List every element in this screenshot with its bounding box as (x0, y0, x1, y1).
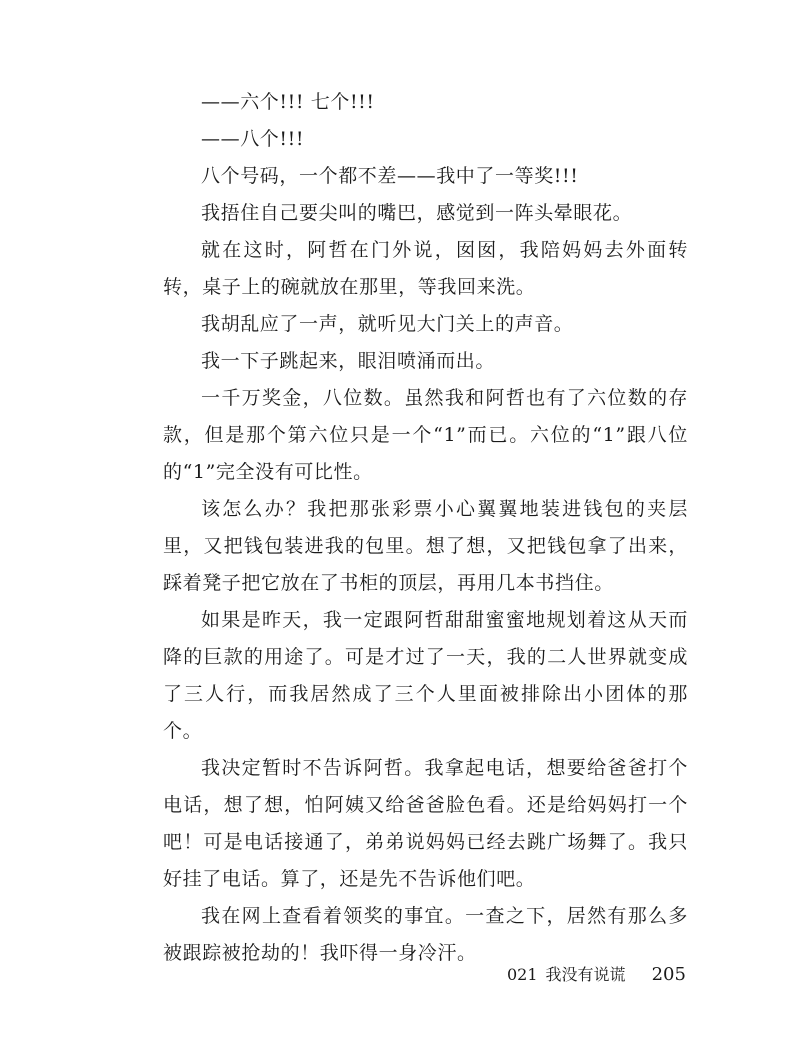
chapter-title: 我没有说谎 (545, 965, 626, 984)
chapter-number: 021 (507, 965, 538, 984)
paragraph: 我决定暂时不告诉阿哲。我拿起电话，想要给爸爸打个电话，想了想，怕阿姨又给爸爸脸色看。还是给妈妈打一个吧！可是电话接通了，弟弟说妈妈已经去跳广场舞了。我只好挂了电话。算了，还是先不告诉他们吧。 (163, 757, 688, 890)
paragraph: 我一下子跳起来，眼泪喷涌而出。 (201, 350, 496, 372)
paragraph: 如果是昨天，我一定跟阿哲甜甜蜜蜜地规划着这从天而降的巨款的用途了。可是才过了一天，我的二人世界就变成了三人行，而我居然成了三个人里面被排除出小团体的那个。 (163, 609, 688, 742)
paragraph: 一千万奖金，八位数。虽然我和阿哲也有了六位数的存款，但是那个第六位只是一个“1”而已。六位的“1”跟八位的“1”完全没有可比性。 (163, 387, 688, 483)
paragraph: ——六个!!! 七个!!! (201, 91, 375, 113)
body-text (163, 84, 688, 972)
paragraph: 我在网上查看着领奖的事宜。一查之下，居然有那么多被跟踪被抢劫的！我吓得一身冷汗。 (163, 905, 688, 964)
page-footer (507, 962, 707, 992)
paragraph: ——八个!!! (201, 128, 305, 150)
paragraph: 我胡乱应了一声，就听见大门关上的声音。 (201, 313, 574, 335)
paragraph: 八个号码，一个都不差——我中了一等奖!!! (201, 165, 579, 187)
paragraph: 就在这时，阿哲在门外说，囡囡，我陪妈妈去外面转转，桌子上的碗就放在那里，等我回来洗。 (163, 239, 688, 298)
page-number: 205 (651, 964, 686, 985)
paragraph: 该怎么办？我把那张彩票小心翼翼地装进钱包的夹层里，又把钱包装进我的包里。想了想，又把钱包拿了出来，踩着凳子把它放在了书柜的顶层，再用几本书挡住。 (163, 498, 688, 594)
paragraph: 我捂住自己要尖叫的嘴巴，感觉到一阵头晕眼花。 (201, 202, 633, 224)
